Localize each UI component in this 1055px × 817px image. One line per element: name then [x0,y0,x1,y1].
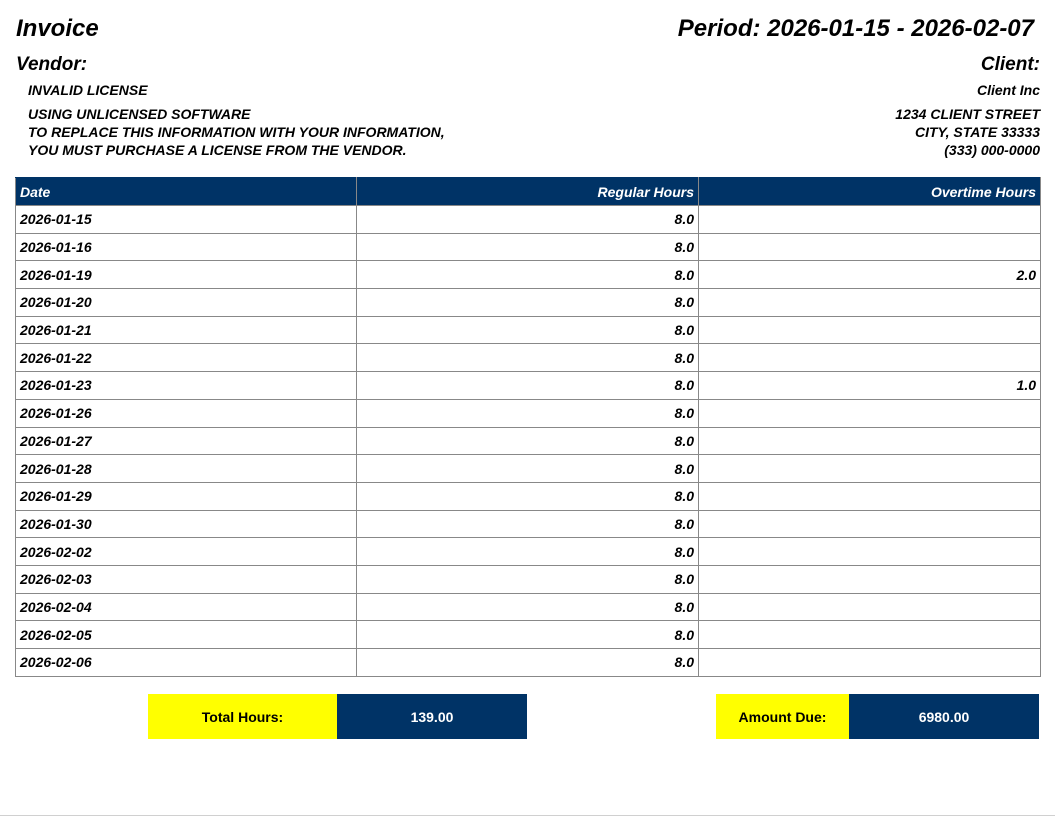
total-hours-label: Total Hours: [148,694,337,739]
cell-regular-hours: 8.0 [357,621,699,649]
cell-regular-hours: 8.0 [357,233,699,261]
cell-overtime-hours [699,233,1041,261]
cell-regular-hours: 8.0 [357,538,699,566]
total-hours-value: 139.00 [337,694,527,739]
cell-regular-hours: 8.0 [357,510,699,538]
cell-date: 2026-01-15 [16,206,357,234]
cell-regular-hours: 8.0 [357,593,699,621]
total-hours-summary [148,694,527,739]
cell-date: 2026-02-04 [16,593,357,621]
cell-overtime-hours: 2.0 [699,261,1041,289]
cell-overtime-hours [699,206,1041,234]
vendor-address-line: USING UNLICENSED SOFTWARE [28,106,251,122]
table-row [16,593,1041,621]
invoice-period: Period: 2026-01-15 - 2026-02-07 [677,15,1034,42]
cell-date: 2026-01-16 [16,233,357,261]
client-name: Client Inc [976,82,1040,98]
cell-date: 2026-01-29 [16,482,357,510]
vendor-address-line: TO REPLACE THIS INFORMATION WITH YOUR INFORMATION, [28,124,445,140]
cell-regular-hours: 8.0 [357,482,699,510]
cell-date: 2026-01-23 [16,372,357,400]
hours-table [15,177,1041,677]
cell-date: 2026-02-05 [16,621,357,649]
cell-date: 2026-01-22 [16,344,357,372]
cell-overtime-hours [699,538,1041,566]
cell-date: 2026-01-30 [16,510,357,538]
cell-overtime-hours [699,482,1041,510]
amount-due-label: Amount Due: [716,694,849,739]
table-row [16,538,1041,566]
table-header-row [16,178,1041,206]
table-row [16,316,1041,344]
cell-overtime-hours [699,399,1041,427]
cell-regular-hours: 8.0 [357,372,699,400]
table-row [16,482,1041,510]
cell-regular-hours: 8.0 [357,565,699,593]
cell-overtime-hours [699,510,1041,538]
cell-overtime-hours [699,316,1041,344]
cell-regular-hours: 8.0 [357,649,699,677]
cell-date: 2026-01-26 [16,399,357,427]
cell-date: 2026-01-28 [16,455,357,483]
cell-overtime-hours [699,649,1041,677]
cell-overtime-hours [699,621,1041,649]
vendor-label: Vendor: [16,54,88,75]
table-row [16,233,1041,261]
table-row [16,206,1041,234]
table-row [16,510,1041,538]
cell-regular-hours: 8.0 [357,344,699,372]
cell-regular-hours: 8.0 [357,316,699,344]
client-address-line: (333) 000-0000 [944,142,1040,158]
table-row [16,289,1041,317]
cell-date: 2026-01-19 [16,261,357,289]
cell-regular-hours: 8.0 [357,261,699,289]
cell-regular-hours: 8.0 [357,206,699,234]
cell-regular-hours: 8.0 [357,455,699,483]
table-row [16,399,1041,427]
column-header-regular-hours: Regular Hours [357,178,699,206]
vendor-address-line: YOU MUST PURCHASE A LICENSE FROM THE VENDOR. [28,142,407,158]
table-row [16,372,1041,400]
client-address-line: CITY, STATE 33333 [914,124,1040,140]
cell-date: 2026-02-03 [16,565,357,593]
cell-overtime-hours [699,593,1041,621]
cell-regular-hours: 8.0 [357,399,699,427]
cell-overtime-hours: 1.0 [699,372,1041,400]
vendor-name: INVALID LICENSE [28,82,148,98]
column-header-overtime-hours: Overtime Hours [699,178,1041,206]
cell-overtime-hours [699,344,1041,372]
cell-regular-hours: 8.0 [357,427,699,455]
cell-overtime-hours [699,427,1041,455]
cell-date: 2026-01-21 [16,316,357,344]
amount-due-summary [716,694,1039,739]
table-row [16,344,1041,372]
table-row [16,621,1041,649]
client-label: Client: [980,54,1040,75]
amount-due-value: 6980.00 [849,694,1039,739]
table-row [16,565,1041,593]
client-address-line: 1234 CLIENT STREET [895,106,1040,122]
cell-overtime-hours [699,455,1041,483]
table-row [16,649,1041,677]
table-row [16,455,1041,483]
cell-date: 2026-02-02 [16,538,357,566]
cell-date: 2026-02-06 [16,649,357,677]
table-row [16,261,1041,289]
column-header-date: Date [16,178,357,206]
cell-date: 2026-01-27 [16,427,357,455]
cell-overtime-hours [699,289,1041,317]
vendor-address [28,105,445,159]
cell-date: 2026-01-20 [16,289,357,317]
invoice-title: Invoice [16,15,99,42]
cell-overtime-hours [699,565,1041,593]
table-row [16,427,1041,455]
client-address [895,105,1040,159]
cell-regular-hours: 8.0 [357,289,699,317]
